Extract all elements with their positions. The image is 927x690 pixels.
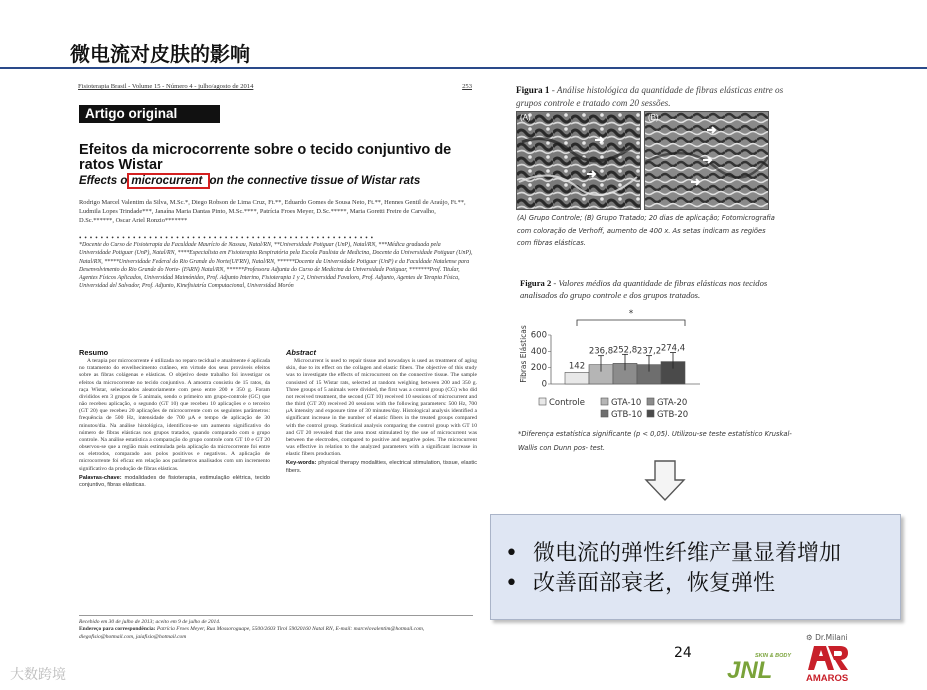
conclusion-item: • 微电流的弹性纤维产量显着增加 [505, 539, 900, 569]
legend-label: Controle [549, 398, 585, 408]
abstract-text: Microcurrent is used to repair tissue and nowadays is used as treatment of aging skin, due to its effect on the collagen and elastic fibers. The objective of this study was to investigate the effects of microcurrent on the connective tissue. The sample consisted of 15 Wistar rats, selected at random weighing between 200 and 350 g. Three groups of 5 animals were divided, the first was a control group (CG) who did not received treatment, the second (GT 10) received 10 sessions of microcurrent and the third (GT 20) received 20 sessions with the following parameters: 500 Hz, 700 μA intensity and exposure time of 30 minutes/day. Histological analysis identified a significant increase in the number of elastic fibers in the treated groups compared with the control group. Statistical analysis comparing the control group with GT 10 and GT 20 revealed that the area most stimulated by the use of microcurrent was between the electrodes, compared to positive and negative poles. The microcurrent was effective in relation to the analyzed parameters with a significant increase in elastic fibers production. [286, 358, 477, 458]
slide-title: 微电流对皮肤的影响 [70, 42, 250, 66]
panel-b-label: (B) [648, 113, 659, 122]
micrograph-control [516, 111, 641, 210]
jnl-logo-text: JNL [727, 657, 773, 682]
correspondence-text: Patrícia Froes Meyer, Rua Mossoroguape, 5500/2603 Tirol 59020160 Natal RN, E-mail: marcelovalentim@hotmail.com, diegofisio@hotmail.com, jaiafisio@hotmail.com [79, 626, 425, 640]
bar-value-label: 142 [568, 361, 586, 372]
bar [565, 372, 589, 384]
legend-label: GTA-10 [611, 398, 642, 408]
elastic-fibers-bar-chart [515, 302, 715, 422]
chart-y-axis-label: Fibras Elásticas [519, 325, 528, 383]
figure2-label: Figura 2 [520, 278, 552, 288]
bar-value-label: 236,8 [588, 346, 614, 357]
y-tick-label: 600 [530, 330, 547, 341]
abstract-keywords-text: physical therapy modalities, electrical stimulation, tissue, elastic fibers. [286, 460, 477, 474]
resumo-column [79, 349, 270, 489]
correspondence [79, 626, 473, 641]
conclusion-item: • 改善面部衰老，恢复弹性 [505, 569, 900, 599]
legend-label: GTB-10 [611, 410, 643, 420]
figure1-label: Figura 1 [516, 85, 550, 95]
resumo-keywords-label: Palavras-chave: [79, 474, 122, 481]
abstract-keywords [286, 460, 477, 474]
micrograph-treated-image [645, 112, 768, 209]
figure2-note: *Diferença estatística significante (p < 0,05). Utilizou-se teste estatístico Kruskal-Wallis con Dunn pos- test. [518, 430, 792, 452]
figure2-caption [520, 277, 790, 302]
abstract-column [286, 349, 477, 475]
highlighted-keyword: microcurrent [127, 173, 209, 189]
resumo-keywords-text: modalidades de fisioterapia, estimulação elétrica, tecido conjuntivo, fibras elásticas. [79, 474, 270, 488]
y-tick-label: 0 [541, 379, 547, 390]
paper-footer [79, 615, 473, 641]
legend-label: GTA-20 [657, 398, 688, 408]
dr-milani-label: ⚙ Dr.Milani [806, 633, 848, 642]
bar-value-label: 237,2 [636, 346, 662, 357]
abstract-heading: Abstract [286, 348, 316, 357]
paper-page [78, 80, 476, 680]
legend-swatch [647, 398, 654, 405]
paper-title-portuguese: Efeitos da microcorrente sobre o tecido conjuntivo de ratos Wistar [79, 142, 452, 173]
figure1-caption [516, 84, 796, 109]
dotted-separator: • • • • • • • • • • • • • • • • • • • • • • • • • • • • • • • • • • • • • • • • • • • • • • • • • • • • • • • [79, 234, 374, 242]
journal-header: Fisioterapia Brasil - Volume 15 - Número 4 - julho/agosto de 2014 [78, 83, 254, 90]
received-date: Recebido em 30 de julho de 2013; aceito em 9 de julho de 2014. [79, 619, 221, 625]
watermark: 大数跨境 [10, 667, 66, 683]
resumo-text: A terapia por microcorrente é utilizada no reparo tecidual e atualmente é aplicada no tratamento do envelhecimento cutâneo, em virtude dos seus prováveis efeitos sobre as fibras colágenas e elásticas. O objetivo deste trabalho foi investigar os efeitos da microcorrente no tecido conjuntivo. A amostra consistiu de 15 ratos, da raça Wistar, selecionados aleatoriamente com peso entre 200 e 350 g. Foram divididos em 3 grupos de 5 animais, sendo o primeiro um grupo-controle (GC) que não recebeu aplicação, o segundo (GT 10) que recebeu 10 aplicações e o terceiro (GT 20) que recebeu 20 aplicações de microcorrente com os seguintes parâmetros: frequência de 500 Hz, intensidade de 700 μA e tempo de aplicação de 30 minutos/dia. Na análise histológica, identificou-se um aumento significativo do número de fibras elásticas nos grupos tratados, quando comparado com o grupo controle. Na análise estatística a comparação do grupo controle com GT 10 e GT 20 observou-se que a região mais estimulada pela aplicação da microcorrente foi entre os eletrodos, comparado aos polos positivos e negativos. A aplicação de microcorrente foi eficaz em relação aos parâmetros analisados com um incremento significativo da produção de fibras elásticas. [79, 358, 270, 472]
slide-number: 24 [674, 645, 692, 661]
micrograph-treated [644, 111, 769, 210]
paper-authors: Rodrigo Marcel Valentim da Silva, M.Sc.*, Diego Robson de Lima Cruz, Ft.**, Eduardo Gomes de Sousa Neto, Ft.**, Hennes Gentil de Araújo, Ft.**, Ludmila Lopes Trindade***, Janaína Maria Dantas Pinto, M.Sc.****, Patrícia Froes Meyer, D.Sc.*****, Maria Goretti Freire de Carvalho, D.Sc.******, Oscar Ariel Ronzio******* [79, 199, 466, 224]
down-arrow-icon [644, 460, 686, 502]
micrograph-control-image [517, 112, 640, 209]
y-tick-label: 200 [530, 363, 547, 374]
correspondence-label: Endereço para correspondência: [79, 626, 156, 633]
figure1-note: (A) Grupo Controle; (B) Grupo Tratado; 20 dias de aplicação; Fotomicrografia com coloração de Verhoff, aumento de 400 x. As setas indicam as regiões com fibras elásticas. [517, 214, 775, 248]
significance-bracket [577, 320, 685, 326]
legend-swatch [539, 398, 546, 405]
legend-swatch [647, 410, 654, 417]
y-tick-label: 400 [530, 346, 547, 357]
title-en-end: on the connective tissue of Wistar rats [209, 175, 421, 187]
title-en-start: Effects o [79, 175, 128, 187]
dr-milani-text: Dr.Milani [815, 633, 848, 642]
legend-swatch [601, 410, 608, 417]
significance-marker: * [628, 309, 634, 319]
resumo-heading: Resumo [79, 348, 109, 357]
resumo-keywords [79, 475, 270, 489]
legend-label: GTB-20 [657, 410, 689, 420]
jnl-logo [727, 648, 793, 682]
amaros-logo-text: AMAROS [806, 673, 849, 684]
abstract-keywords-label: Key-words: [286, 460, 317, 467]
paper-affiliations: *Docente do Curso de Fisioterapia da Faculdade Maurício de Nassau, Natal/RN, **Universidade Potiguar (UnP), Natal/RN, ***Médica graduada pela Universidade Potiguar (UnP), Natal/RN, ****Especialista em Fisioterapia Respiratória pela Escola Paulista de Medicina, Docente da Universidade Potiguar (UnP), Natal/RN, *****Universidade Federal do Rio Grande do Norte(UFRN), Natal/RN, ******Docente da Universidade Potiguar (UnP) e da Faculdade Natalense para Desenvolvimento do Rio Grande do Norte- (FARN) Natal/RN, ******Professora Adjunta do Curso de Medicina da Universidade Potiguar, *******Prof. Titular, Agentes Físicos Aplicados, Universidad Maimónides, Prof. Adjunto Interino, Fisioterapia 1 y 2, Universidad Favaloro, Prof. Adjunto, Agentes de Terapia Física, Universidad del Salvador, Prof. Adjunto, Kinefisiatría Computacional, Universidad Morón [79, 242, 473, 290]
title-divider [0, 67, 927, 69]
amaros-logo [804, 644, 860, 684]
figure1-caption-text: - Análise histológica da quantidade de fibras elásticas entre os grupos controle e tratado com 20 sessões. [516, 85, 784, 108]
jnl-logo-subtitle: SKIN & BODY [755, 653, 792, 659]
panel-a-label: (A) [520, 113, 531, 122]
bar-value-label: 252,8 [612, 345, 638, 356]
section-label: Artigo original [79, 105, 220, 123]
bar-value-label: 274,4 [660, 343, 686, 354]
legend-swatch [601, 398, 608, 405]
paper-title-english [79, 175, 420, 187]
conclusion-callout [490, 514, 901, 620]
conclusion-list [491, 515, 900, 599]
journal-page-number: 253 [462, 83, 472, 90]
figure2-caption-text: - Valores médios da quantidade de fibras elásticas nos tecidos analisados do grupo controle e dos grupos tratados. [520, 278, 768, 301]
